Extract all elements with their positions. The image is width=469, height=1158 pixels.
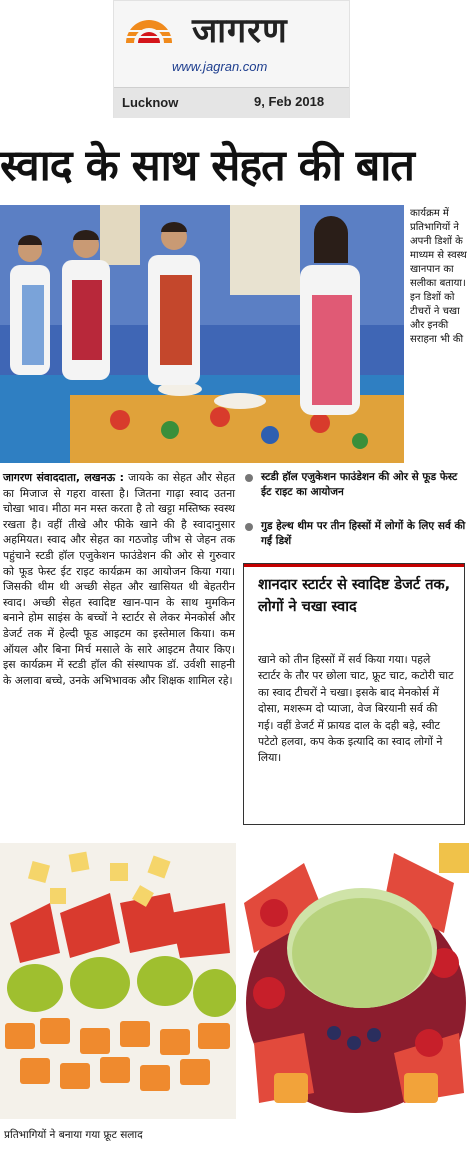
fruit-salad-illustration — [0, 843, 236, 1119]
fruit-platter-photo — [244, 843, 469, 1119]
cooking-event-photo — [0, 205, 404, 463]
bullet-dot-icon — [245, 474, 253, 482]
fruit-salad-photo — [0, 843, 236, 1119]
headline: स्वाद के साथ सेहत की बात — [0, 141, 414, 191]
highlight-text: गुड हेल्थ थीम पर तीन हिस्सों में लोगों के लिए सर्व की गईं डिशें — [261, 520, 466, 547]
edition-bar — [114, 87, 349, 118]
masthead — [113, 0, 350, 118]
story-body — [3, 470, 235, 688]
fruit-photo-caption: प्रतिभागियों ने बनाया गया फ्रूट सलाद — [4, 1129, 143, 1141]
cooking-event-illustration — [0, 205, 404, 463]
sub-story-box — [243, 563, 465, 825]
site-url[interactable]: www.jagran.com — [172, 59, 268, 74]
byline: जागरण संवाददाता, लखनऊ : — [3, 471, 124, 484]
sub-story-body: खाने को तीन हिस्सों में सर्व किया गया। पहले स्टार्टर के तौर पर छोला चाट, फ्रूट चाट, कटोरी चाट का स्वाद टीचरों ने चखा। इसके बाद मेनकोर्स में दोसा, मशरूम दो प्याजा, वेज बिरयानी सर्व की गई। वहीं डेजर्ट में फ्रायड दाल के दही बड़े, स्वीट पटेटो हलवा, कप केक इत्यादि का स्वाद लोगों ने लिया। — [258, 653, 454, 765]
photo-caption: कार्यक्रम में प्रतिभागियों ने अपनी डिशों के माध्यम से स्वस्थ खानपान का सलीका बताया। इन डिशों को टीचरों ने चखा और इनकी सराहना भी की — [410, 208, 467, 345]
edition-city: Lucknow — [122, 95, 179, 110]
fruit-platter-illustration — [244, 843, 469, 1119]
highlight-bullet — [245, 519, 467, 549]
sub-story-heading: शानदार स्टार्टर से स्वादिष्ट डेजर्ट तक, लोगों ने चखा स्वाद — [258, 577, 451, 615]
bullet-dot-icon — [245, 523, 253, 531]
jagran-logo-text: जागरण — [192, 11, 288, 51]
highlight-bullet — [245, 470, 467, 500]
highlight-text: स्टडी हॉल एजुकेशन फाउंडेशन की ओर से फूड फेस्ट ईट राइट का आयोजन — [261, 471, 458, 498]
jagran-sun-logo-icon — [124, 17, 174, 43]
box-accent-line — [244, 564, 464, 567]
edition-date: 9, Feb 2018 — [254, 94, 325, 109]
story-text: जायके का सेहत और सेहत का मिजाज से गहरा वास्ता है। जितना गाढ़ा स्वाद उतना चोखा भाव। मीठा मन मस्त करता है तो खट्टा मस्तिष्क स्वस्थ रखता है। वहीं तीखे और फीके खाने की है स्वादानुसार अहमियत। स्वाद और सेहत का गठजोड़ जीभ से जेहन तक पहुंचाने स्टडी हॉल एजुकेशन फाउंडेशन की ओर से गुरुवार को फूड फेस्ट ईट राइट कार्यक्रम का आयोजन किया गया। जिसकी थीम थी अच्छी सेहत और खासियत थी बेहतरीन स्वाद। अच्छी सेहत स्वादिष्ट खान-पान के साथ मुमकिन बनाने होम साइंस के बच्चों ने स्टार्टर से लेकर मेनकोर्स और डेजर्ट तक में हेल्दी फूड आइटम का इस्तेमाल किया। कम ऑयल और बिना मिर्च मसाले के सारे आइटम तैयार किए। इस कार्यक्रम में स्टडी हॉल की संस्थापक डॉ. उर्वशी साहनी के अलावा बच्चे, उनके अभिभावक और शिक्षक शामिल रहे। — [3, 471, 235, 687]
